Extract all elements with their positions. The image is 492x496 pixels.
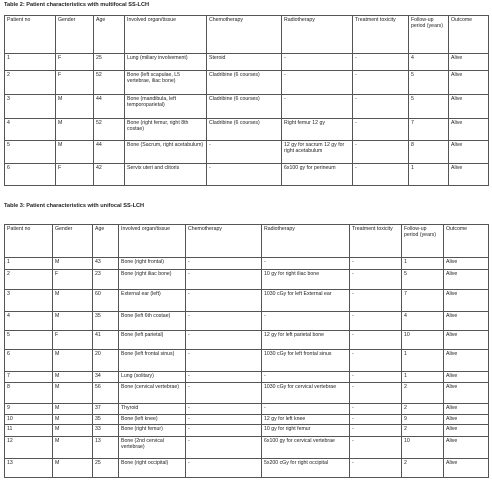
table2-cell: 7 xyxy=(409,119,449,141)
table3-row xyxy=(5,331,489,350)
table3-cell: - xyxy=(350,350,402,372)
table3-cell: Alive xyxy=(444,372,489,383)
table3-cell: - xyxy=(262,258,350,270)
table3 xyxy=(4,224,489,478)
table2-header-cell: Involved organ/tissue xyxy=(125,16,207,54)
table3-cell: F xyxy=(53,270,93,290)
table2-body xyxy=(5,54,489,186)
table3-cell: 12 gy for left knee xyxy=(262,415,350,425)
table3-cell: 1 xyxy=(5,258,53,270)
table3-cell: Thyroid xyxy=(119,404,186,415)
table2-header-cell: Treatment toxicity xyxy=(353,16,409,54)
table2-cell: 1 xyxy=(5,54,56,71)
table2-cell: 5 xyxy=(5,141,56,164)
table2-cell: 1 xyxy=(409,164,449,186)
table2-cell: Alive xyxy=(449,141,489,164)
table2-cell: 5 xyxy=(409,95,449,119)
table3-cell: 2 xyxy=(402,404,444,415)
table3-caption: Table 3: Patient characteristics with unifocal SS-LCH xyxy=(4,203,145,209)
table2-cell: 4 xyxy=(409,54,449,71)
table2-cell: 44 xyxy=(94,141,125,164)
table3-row xyxy=(5,270,489,290)
table2-cell: - xyxy=(282,71,353,95)
table3-row xyxy=(5,383,489,404)
table3-cell: 13 xyxy=(93,437,119,459)
table3-cell: - xyxy=(186,350,262,372)
table3-cell: 2 xyxy=(5,270,53,290)
table3-cell: Alive xyxy=(444,404,489,415)
table3-cell: 12 gy for left parietal bone xyxy=(262,331,350,350)
table2-cell: F xyxy=(56,164,94,186)
table3-cell: Bone (cervical vertebrae) xyxy=(119,383,186,404)
table3-cell: 2 xyxy=(402,459,444,478)
table3-cell: M xyxy=(53,258,93,270)
table3-cell: Bone (left frontal sinus) xyxy=(119,350,186,372)
table3-cell: - xyxy=(350,270,402,290)
table3-cell: 12 xyxy=(5,437,53,459)
table3-cell: - xyxy=(186,459,262,478)
table3-cell: Alive xyxy=(444,415,489,425)
table3-cell: 1030 cGy for cervical vertebrae xyxy=(262,383,350,404)
table3-cell: Alive xyxy=(444,258,489,270)
table3-cell: F xyxy=(53,331,93,350)
table3-cell: Bone (left parietal) xyxy=(119,331,186,350)
table2-cell: Alive xyxy=(449,119,489,141)
table3-cell: 1030 cGy for left External ear xyxy=(262,290,350,312)
table2-cell: Bone (right femur, right 8th costae) xyxy=(125,119,207,141)
table3-cell: 6x100 gy for cervical vertebrae xyxy=(262,437,350,459)
table3-cell: - xyxy=(350,383,402,404)
table2-header-cell: Chemotherapy xyxy=(207,16,282,54)
table2-cell: - xyxy=(353,141,409,164)
table2-row xyxy=(5,54,489,71)
table3-cell: M xyxy=(53,437,93,459)
table3-cell: - xyxy=(350,372,402,383)
table3-cell: - xyxy=(350,437,402,459)
table3-cell: 1 xyxy=(402,258,444,270)
table3-cell: Bone (right frontal) xyxy=(119,258,186,270)
table2-header-row xyxy=(5,16,489,54)
table3-cell: 7 xyxy=(5,372,53,383)
table2-cell: 42 xyxy=(94,164,125,186)
table3-cell: M xyxy=(53,415,93,425)
table3-cell: - xyxy=(186,372,262,383)
table3-cell: 56 xyxy=(93,383,119,404)
table3-cell: 10 gy for right iliac bone xyxy=(262,270,350,290)
table3-cell: 1 xyxy=(402,350,444,372)
table3-cell: - xyxy=(186,437,262,459)
table3-row xyxy=(5,258,489,270)
table3-cell: - xyxy=(186,312,262,331)
table3-cell: 5x200 cGy for right occipital xyxy=(262,459,350,478)
table2-cell: Servix uteri and clitoris xyxy=(125,164,207,186)
table3-cell: Bone (right occipital) xyxy=(119,459,186,478)
table3-cell: 4 xyxy=(5,312,53,331)
table3-cell: - xyxy=(350,290,402,312)
table3-cell: 1 xyxy=(402,372,444,383)
table2-cell: - xyxy=(353,71,409,95)
table3-cell: 35 xyxy=(93,312,119,331)
table3-cell: 11 xyxy=(5,425,53,437)
table2-row xyxy=(5,71,489,95)
table3-cell: - xyxy=(350,312,402,331)
table3-cell: 5 xyxy=(5,331,53,350)
table3-cell: Lung (solitary) xyxy=(119,372,186,383)
table3-header-cell: Involved organ/tissue xyxy=(119,225,186,258)
table3-cell: 5 xyxy=(402,270,444,290)
table2-cell: F xyxy=(56,54,94,71)
table2-header-cell: Outcome xyxy=(449,16,489,54)
table3-cell: - xyxy=(186,331,262,350)
table3-cell: 7 xyxy=(402,290,444,312)
table2-header-cell: Radiotherapy xyxy=(282,16,353,54)
table3-cell: 43 xyxy=(93,258,119,270)
table3-cell: 25 xyxy=(93,459,119,478)
table2-cell: Steroid xyxy=(207,54,282,71)
table2-cell: - xyxy=(353,54,409,71)
table3-cell: - xyxy=(262,372,350,383)
table3-row xyxy=(5,404,489,415)
table3-cell: 10 xyxy=(402,437,444,459)
table3-cell: 8 xyxy=(5,383,53,404)
table3-cell: 20 xyxy=(93,350,119,372)
table3-row xyxy=(5,437,489,459)
table2-cell: F xyxy=(56,71,94,95)
table3-row xyxy=(5,350,489,372)
table3-cell: - xyxy=(186,404,262,415)
table3-header-cell: Age xyxy=(93,225,119,258)
table3-header-cell: Chemotherapy xyxy=(186,225,262,258)
table3-header-cell: Outcome xyxy=(444,225,489,258)
table2-cell: 8 xyxy=(409,141,449,164)
table3-body xyxy=(5,258,489,478)
table3-header-cell: Follow-up period (years) xyxy=(402,225,444,258)
table2-cell: 3 xyxy=(5,95,56,119)
table3-cell: - xyxy=(186,270,262,290)
table2-header-cell: Follow-up period (years) xyxy=(409,16,449,54)
table3-cell: Bone (left knee) xyxy=(119,415,186,425)
table3-cell: - xyxy=(350,404,402,415)
table2-cell: M xyxy=(56,95,94,119)
table3-cell: 1030 cGy for left frontal sinus xyxy=(262,350,350,372)
table2-cell: Bone (Sacrum, right acetabulum) xyxy=(125,141,207,164)
table3-row xyxy=(5,425,489,437)
table3-cell: 4 xyxy=(402,312,444,331)
table3-cell: Alive xyxy=(444,350,489,372)
table2 xyxy=(4,15,489,186)
table3-cell: 60 xyxy=(93,290,119,312)
table2-cell: 52 xyxy=(94,71,125,95)
table2-cell: 6 xyxy=(5,164,56,186)
table3-cell: - xyxy=(186,425,262,437)
table2-cell: - xyxy=(353,95,409,119)
table3-cell: Alive xyxy=(444,290,489,312)
table2-cell: Bone (left scapulae, L5 vertebrae, iliac bone) xyxy=(125,71,207,95)
table2-cell: - xyxy=(353,119,409,141)
table3-cell: Bone (right femur) xyxy=(119,425,186,437)
table3-row xyxy=(5,372,489,383)
table3-cell: - xyxy=(186,415,262,425)
table3-cell: Alive xyxy=(444,312,489,331)
table2-cell: 44 xyxy=(94,95,125,119)
table2-cell: - xyxy=(282,95,353,119)
table3-cell: M xyxy=(53,383,93,404)
table2-cell: 4 xyxy=(5,119,56,141)
table2-header-cell: Patient no xyxy=(5,16,56,54)
table3-header-cell: Gender xyxy=(53,225,93,258)
table3-cell: Alive xyxy=(444,425,489,437)
table3-header-cell: Radiotherapy xyxy=(262,225,350,258)
table3-cell: 33 xyxy=(93,425,119,437)
table2-cell: M xyxy=(56,141,94,164)
table3-cell: 9 xyxy=(5,404,53,415)
table3-cell: - xyxy=(350,425,402,437)
table3-cell: - xyxy=(262,404,350,415)
table3-cell: Alive xyxy=(444,383,489,404)
table2-cell: Alive xyxy=(449,54,489,71)
table2-row xyxy=(5,164,489,186)
table3-row xyxy=(5,290,489,312)
table2-caption: Table 2: Patient characteristics with multifocal SS-LCH xyxy=(4,2,150,8)
table3-cell: 41 xyxy=(93,331,119,350)
table3-cell: M xyxy=(53,425,93,437)
table3-cell: 3 xyxy=(5,290,53,312)
table2-row xyxy=(5,119,489,141)
table3-cell: - xyxy=(262,312,350,331)
table3-cell: - xyxy=(350,415,402,425)
table3-cell: Bone (right iliac bone) xyxy=(119,270,186,290)
table3-cell: M xyxy=(53,312,93,331)
table3-cell: - xyxy=(186,383,262,404)
table3-cell: - xyxy=(350,331,402,350)
table2-cell: 52 xyxy=(94,119,125,141)
table3-row xyxy=(5,415,489,425)
table3-cell: M xyxy=(53,459,93,478)
table2-cell: - xyxy=(353,164,409,186)
table2-row xyxy=(5,95,489,119)
table3-header-row xyxy=(5,225,489,258)
table3-cell: Alive xyxy=(444,459,489,478)
table3-cell: 35 xyxy=(93,415,119,425)
table2-cell: Lung (miliary involvement) xyxy=(125,54,207,71)
table3-cell: 2 xyxy=(402,383,444,404)
table3-cell: 9 xyxy=(402,415,444,425)
table3-cell: M xyxy=(53,290,93,312)
table2-header-cell: Gender xyxy=(56,16,94,54)
table3-cell: 37 xyxy=(93,404,119,415)
table2-cell: - xyxy=(207,164,282,186)
table3-cell: Alive xyxy=(444,331,489,350)
table3-header-cell: Patient no xyxy=(5,225,53,258)
table3-cell: - xyxy=(350,258,402,270)
table3-row xyxy=(5,312,489,331)
table3-cell: 10 gy for right femur xyxy=(262,425,350,437)
table3-cell: - xyxy=(186,258,262,270)
table2-cell: 25 xyxy=(94,54,125,71)
table2-cell: Bone (mandibula, left temporoparietal) xyxy=(125,95,207,119)
table3-cell: - xyxy=(186,290,262,312)
table2-cell: Cladribine (6 courses) xyxy=(207,119,282,141)
table2-cell: Cladribine (6 courses) xyxy=(207,95,282,119)
table2-cell: 6x100 gy for perineum xyxy=(282,164,353,186)
table3-cell: 10 xyxy=(402,331,444,350)
table3-cell: - xyxy=(350,459,402,478)
table3-cell: 23 xyxy=(93,270,119,290)
table3-cell: M xyxy=(53,372,93,383)
table3-cell: Bone (left 6th costae) xyxy=(119,312,186,331)
table3-cell: M xyxy=(53,404,93,415)
table2-cell: - xyxy=(207,141,282,164)
table3-cell: M xyxy=(53,350,93,372)
table3-cell: 10 xyxy=(5,415,53,425)
table3-cell: 34 xyxy=(93,372,119,383)
table2-header-cell: Age xyxy=(94,16,125,54)
table2-cell: Cladribine (6 courses) xyxy=(207,71,282,95)
table3-cell: Bone (2nd cervical vertebrae) xyxy=(119,437,186,459)
table2-cell: 5 xyxy=(409,71,449,95)
table3-cell: 13 xyxy=(5,459,53,478)
table2-cell: Alive xyxy=(449,95,489,119)
table2-cell: Alive xyxy=(449,164,489,186)
table3-cell: 2 xyxy=(402,425,444,437)
table3-cell: Alive xyxy=(444,270,489,290)
table2-cell: - xyxy=(282,54,353,71)
table3-cell: 6 xyxy=(5,350,53,372)
table2-cell: Alive xyxy=(449,71,489,95)
table2-cell: 12 gy for sacrum 12 gy for right acetabulum xyxy=(282,141,353,164)
table2-row xyxy=(5,141,489,164)
table3-row xyxy=(5,459,489,478)
table2-cell: M xyxy=(56,119,94,141)
table3-cell: Alive xyxy=(444,437,489,459)
table3-header-cell: Treatment toxicity xyxy=(350,225,402,258)
table2-cell: 2 xyxy=(5,71,56,95)
table3-cell: External ear (left) xyxy=(119,290,186,312)
table2-cell: Right femur 12 gy xyxy=(282,119,353,141)
